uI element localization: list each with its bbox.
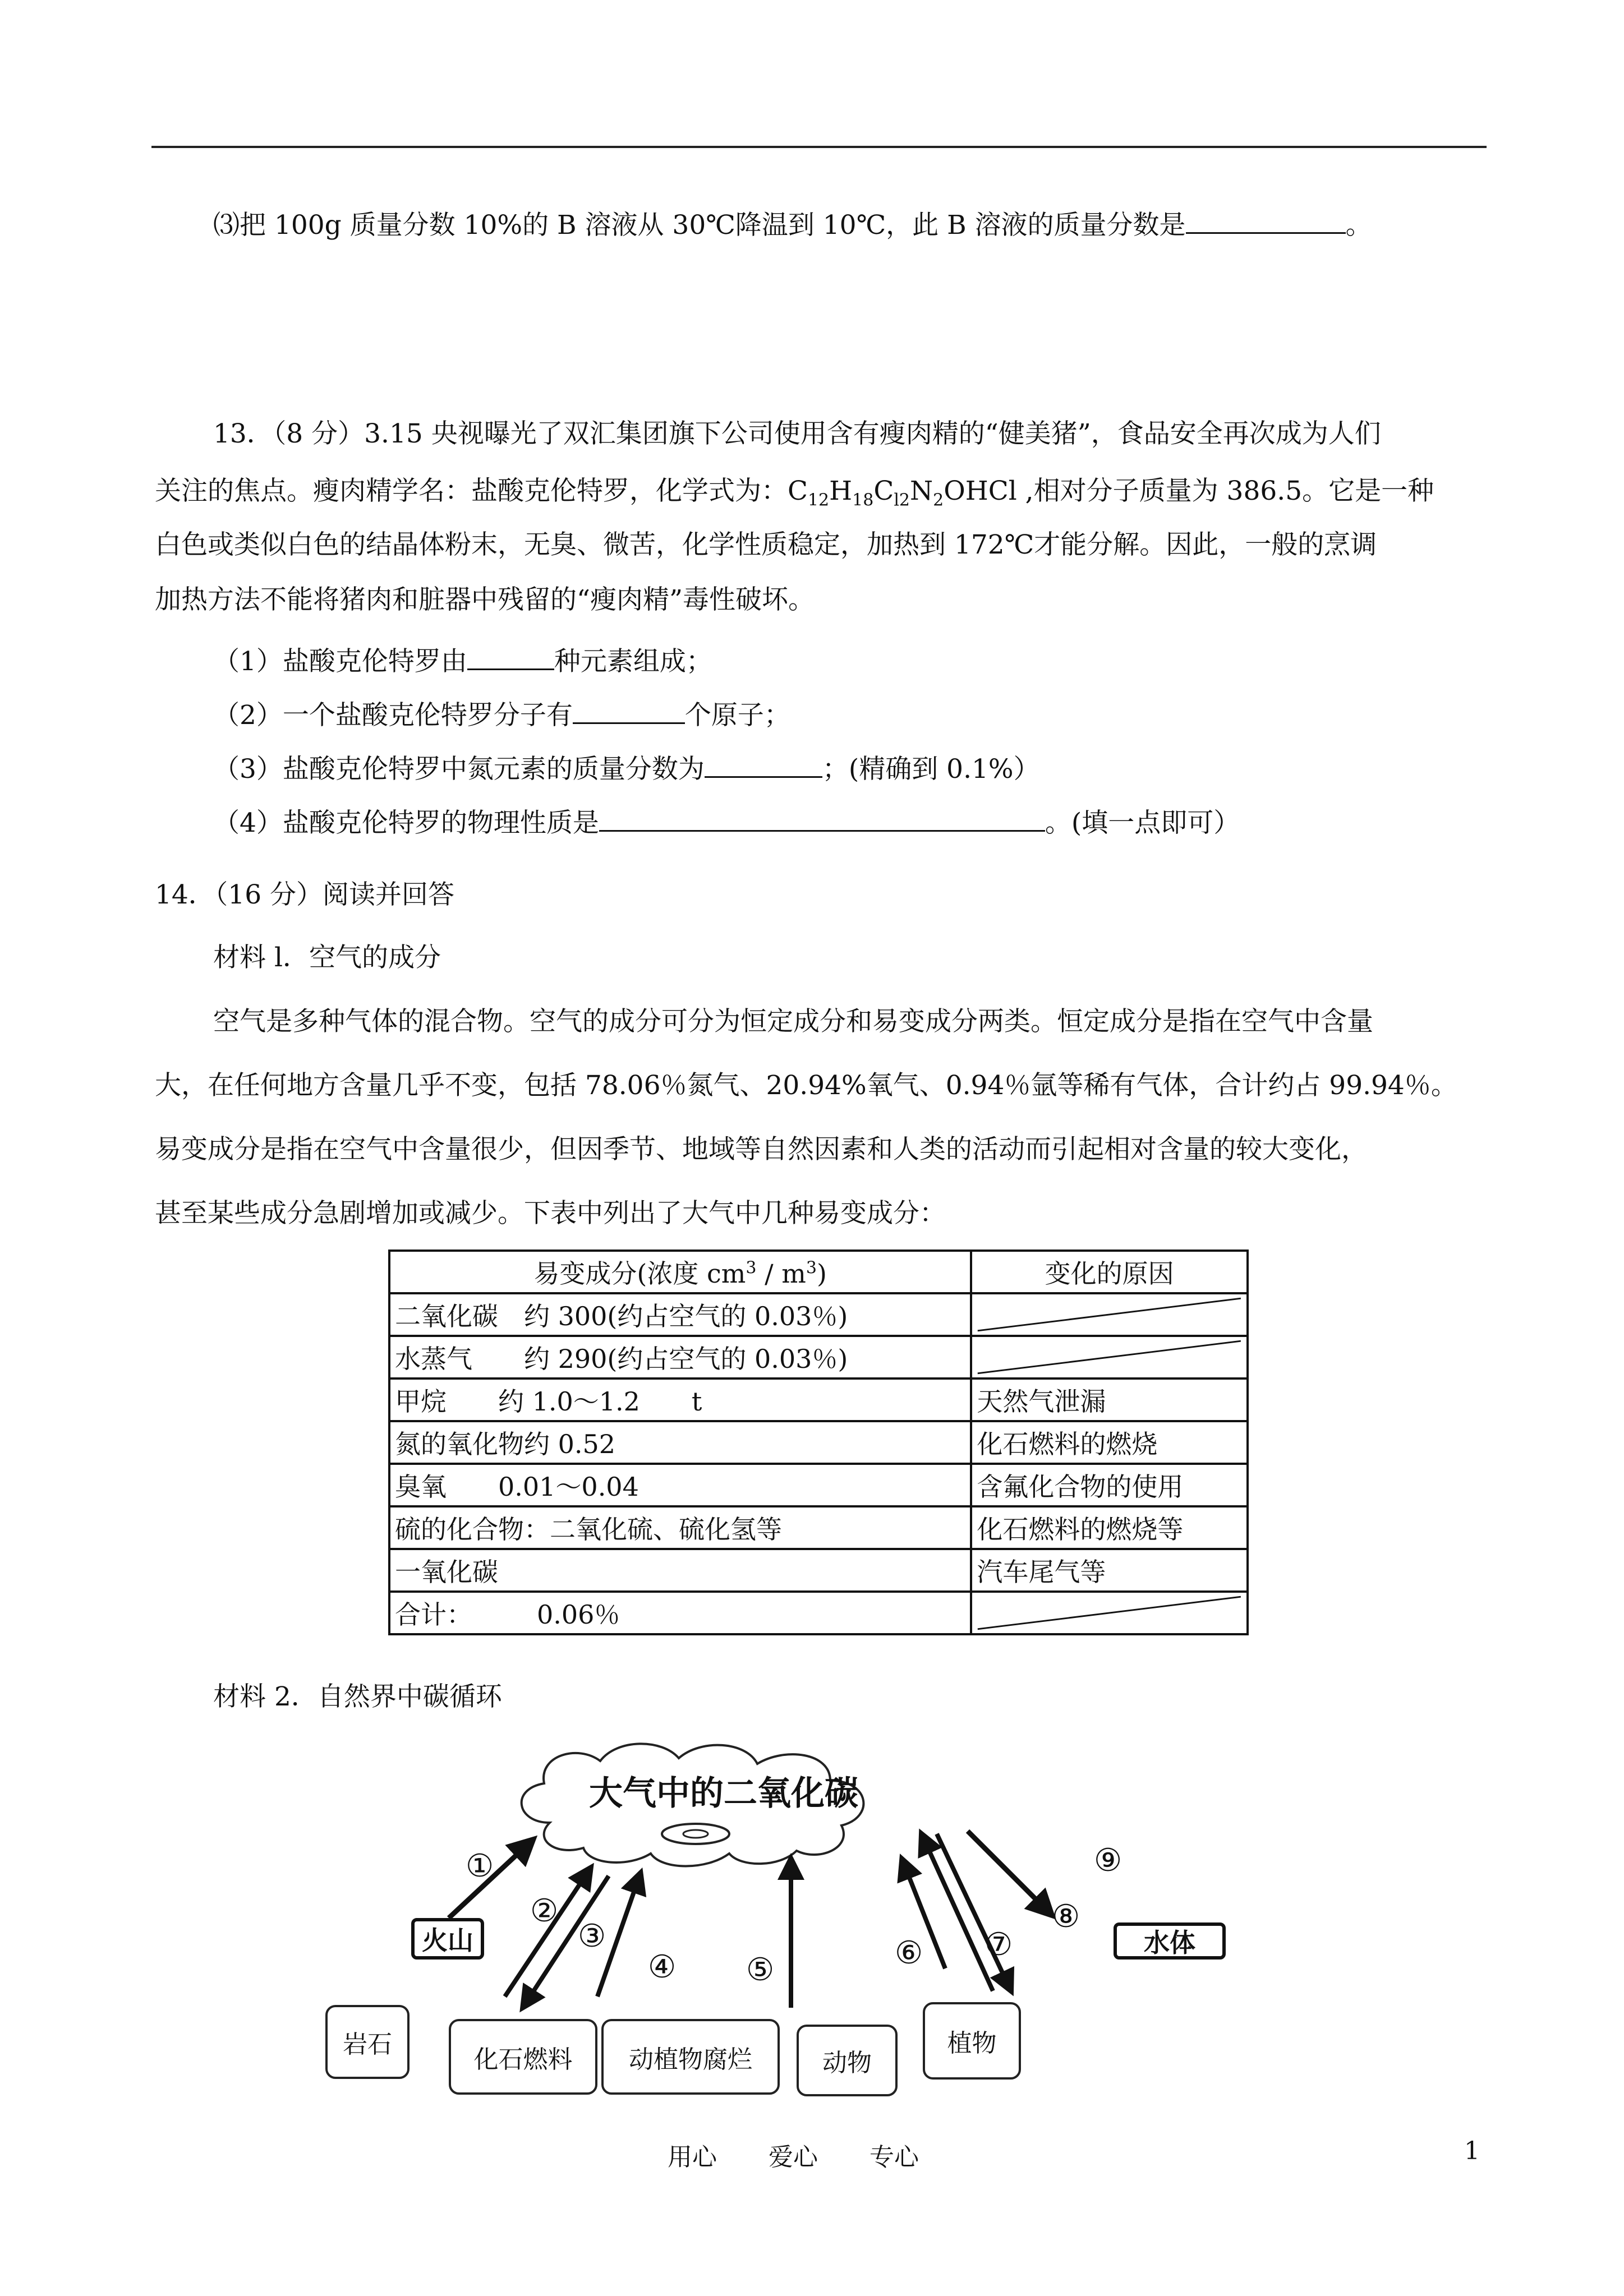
diagonal-slash-icon — [972, 1337, 1246, 1377]
fossil-fuel-box: 化石燃料 — [449, 2019, 597, 2095]
q13-sub-3 — [213, 751, 1040, 786]
table-cell: 一氧化碳 — [389, 1549, 971, 1592]
page-number: 1 — [1464, 2137, 1480, 2165]
label-1: ① — [466, 1848, 494, 1884]
plant-box: 植物 — [923, 2002, 1021, 2080]
table-cell: 二氧化碳 约 300(约占空气的 0.03％) — [389, 1293, 971, 1336]
animal-box: 动物 — [797, 2025, 898, 2096]
material-1-title: 材料 l．空气的成分 — [213, 942, 441, 973]
answer-blank[interactable] — [573, 698, 685, 724]
table-header-row — [389, 1251, 1248, 1293]
q13-sub-1 — [213, 644, 712, 679]
subscript: l2 — [894, 490, 910, 510]
q13-sub-4-a: （4）盐酸克伦特罗的物理性质是 — [213, 808, 599, 838]
label-7: ⑦ — [984, 1926, 1013, 1963]
footer-motto-1: 用心 — [668, 2143, 717, 2171]
q13-line-2-a: 关注的焦点。瘦肉精学名：盐酸克伦特罗，化学式为：C — [155, 476, 808, 506]
cloud-title: 大气中的二氧化碳 — [589, 1774, 858, 1813]
table-cell: 水蒸气 约 290(约占空气的 0.03％) — [389, 1336, 971, 1378]
footer-motto-2: 爱心 — [769, 2143, 818, 2171]
label-3: ③ — [578, 1918, 606, 1954]
table-row — [389, 1336, 1248, 1378]
table-row — [389, 1592, 1248, 1634]
q14-para-4: 甚至某些成分急剧增加或减少。下表中列出了大气中几种易变成分： — [155, 1198, 946, 1229]
label-8: ⑧ — [1052, 1898, 1080, 1935]
arrow-2 — [505, 1870, 589, 1997]
subscript: 12 — [807, 490, 830, 510]
q14-para-3: 易变成分是指在空气中含量很少，但因季节、地域等自然因素和人类的活动而引起相对含量的较大变化， — [155, 1134, 1368, 1165]
q12-part3 — [213, 208, 1372, 242]
q13-sub-2 — [213, 698, 790, 732]
q13-line-2 — [155, 474, 1434, 508]
header-text-a: 易变成分(浓度 cm — [533, 1258, 746, 1289]
table-cell: 含氟化合物的使用 — [971, 1464, 1248, 1506]
q13-sub-3-b: ；(精确到 0.1%） — [822, 754, 1040, 785]
q13-sub-2-a: （2）一个盐酸克伦特罗分子有 — [213, 700, 573, 731]
table-cell-empty — [971, 1336, 1248, 1378]
label-2: ② — [530, 1893, 559, 1929]
answer-blank[interactable] — [599, 805, 1045, 832]
answer-blank[interactable] — [467, 644, 554, 670]
q13-sub-3-a: （3）盐酸克伦特罗中氮元素的质量分数为 — [213, 754, 705, 785]
superscript: 3 — [806, 1258, 817, 1278]
material-2-title: 材料 2．自然界中碳循环 — [213, 1681, 502, 1712]
rock-box: 岩石 — [325, 2005, 410, 2079]
q13-line-4: 加热方法不能将猪肉和脏器中残留的“瘦肉精”毒性破坏。 — [155, 584, 815, 615]
q12-part3-text: ⑶把 100g 质量分数 10%的 B 溶液从 30℃降温到 10℃，此 B 溶液的质量分数是 — [213, 210, 1186, 241]
table-cell-empty — [971, 1293, 1248, 1336]
label-5: ⑤ — [746, 1952, 775, 1988]
element-c: C — [873, 476, 894, 506]
table-cell: 合计： 0.06％ — [389, 1592, 971, 1634]
water-tag: 水体 — [1114, 1922, 1226, 1960]
q14-para-2: 大，在任何地方含量几乎不变，包括 78.06％氮气、20.94%氧气、0.94％氩等稀有气体，合计约占 99.94％。 — [155, 1070, 1457, 1101]
table-cell: 汽车尾气等 — [971, 1549, 1248, 1592]
table-cell: 化石燃料的燃烧 — [971, 1421, 1248, 1464]
table-header-cell: 变化的原因 — [971, 1251, 1248, 1293]
subscript: 18 — [852, 490, 874, 510]
q13-sub-4-b: 。(填一点即可） — [1045, 808, 1240, 838]
table-cell: 天然气泄漏 — [971, 1378, 1248, 1421]
subscript: 2 — [933, 490, 944, 510]
q13-sub-1-a: （1）盐酸克伦特罗由 — [213, 646, 467, 677]
arrow-7 — [923, 1837, 993, 1991]
table-header-cell — [389, 1251, 971, 1293]
table-row — [389, 1421, 1248, 1464]
table-row — [389, 1464, 1248, 1506]
q13-sub-2-b: 个原子； — [684, 700, 790, 731]
q14-title: 14．（16 分）阅读并回答 — [155, 879, 455, 910]
carbon-cycle-diagram — [314, 1727, 1268, 2120]
header-text-mid: / m — [756, 1258, 806, 1289]
diagonal-slash-icon — [972, 1294, 1246, 1335]
table-cell: 硫的化合物：二氧化硫、硫化氢等 — [389, 1506, 971, 1549]
table-cell-empty — [971, 1592, 1248, 1634]
table-cell: 化石燃料的燃烧等 — [971, 1506, 1248, 1549]
label-9: ⑨ — [1094, 1842, 1122, 1879]
variable-components-table — [388, 1250, 1249, 1635]
table-row — [389, 1293, 1248, 1336]
table-cell: 氮的氧化物约 0.52 — [389, 1421, 971, 1464]
element-n: N — [910, 476, 933, 506]
label-4: ④ — [648, 1949, 677, 1985]
table-row — [389, 1549, 1248, 1592]
answer-blank[interactable] — [705, 751, 822, 778]
element-h: H — [829, 476, 853, 506]
diagonal-slash-icon — [972, 1593, 1246, 1633]
q12-part3-end: 。 — [1345, 210, 1372, 241]
table-row — [389, 1506, 1248, 1549]
table-cell: 甲烷 约 1.0～1.2 t — [389, 1378, 971, 1421]
q13-line-3: 白色或类似白色的结晶体粉末，无臭、微苦，化学性质稳定，加热到 172℃才能分解。因此，一般的烹调 — [155, 529, 1377, 560]
volcano-tag: 火山 — [411, 1918, 484, 1960]
decay-box: 动植物腐烂 — [601, 2019, 780, 2095]
footer-motto-3: 专心 — [869, 2143, 919, 2171]
arrow-8 — [937, 1834, 1010, 1988]
header-rule — [151, 146, 1487, 148]
table-cell: 臭氧 0.01～0.04 — [389, 1464, 971, 1506]
q13-sub-4 — [213, 805, 1240, 840]
q13-line-2-b: OHCl ,相对分子质量为 386.5。它是一种 — [944, 476, 1434, 506]
q13-sub-1-b: 种元素组成； — [554, 646, 712, 677]
answer-blank[interactable] — [1186, 208, 1346, 234]
label-6: ⑥ — [895, 1935, 923, 1971]
q14-para-1: 空气是多种气体的混合物。空气的成分可分为恒定成分和易变成分两类。恒定成分是指在空气中含量 — [213, 1006, 1373, 1037]
q13-line-1: 13．（8 分）3.15 央视曝光了双汇集团旗下公司使用含有瘦肉精的“健美猪”，食品安全再次成为人们 — [213, 418, 1381, 449]
header-text-b: ) — [816, 1258, 827, 1289]
arrow-9 — [968, 1831, 1049, 1912]
table-row — [389, 1378, 1248, 1421]
superscript: 3 — [746, 1258, 757, 1278]
